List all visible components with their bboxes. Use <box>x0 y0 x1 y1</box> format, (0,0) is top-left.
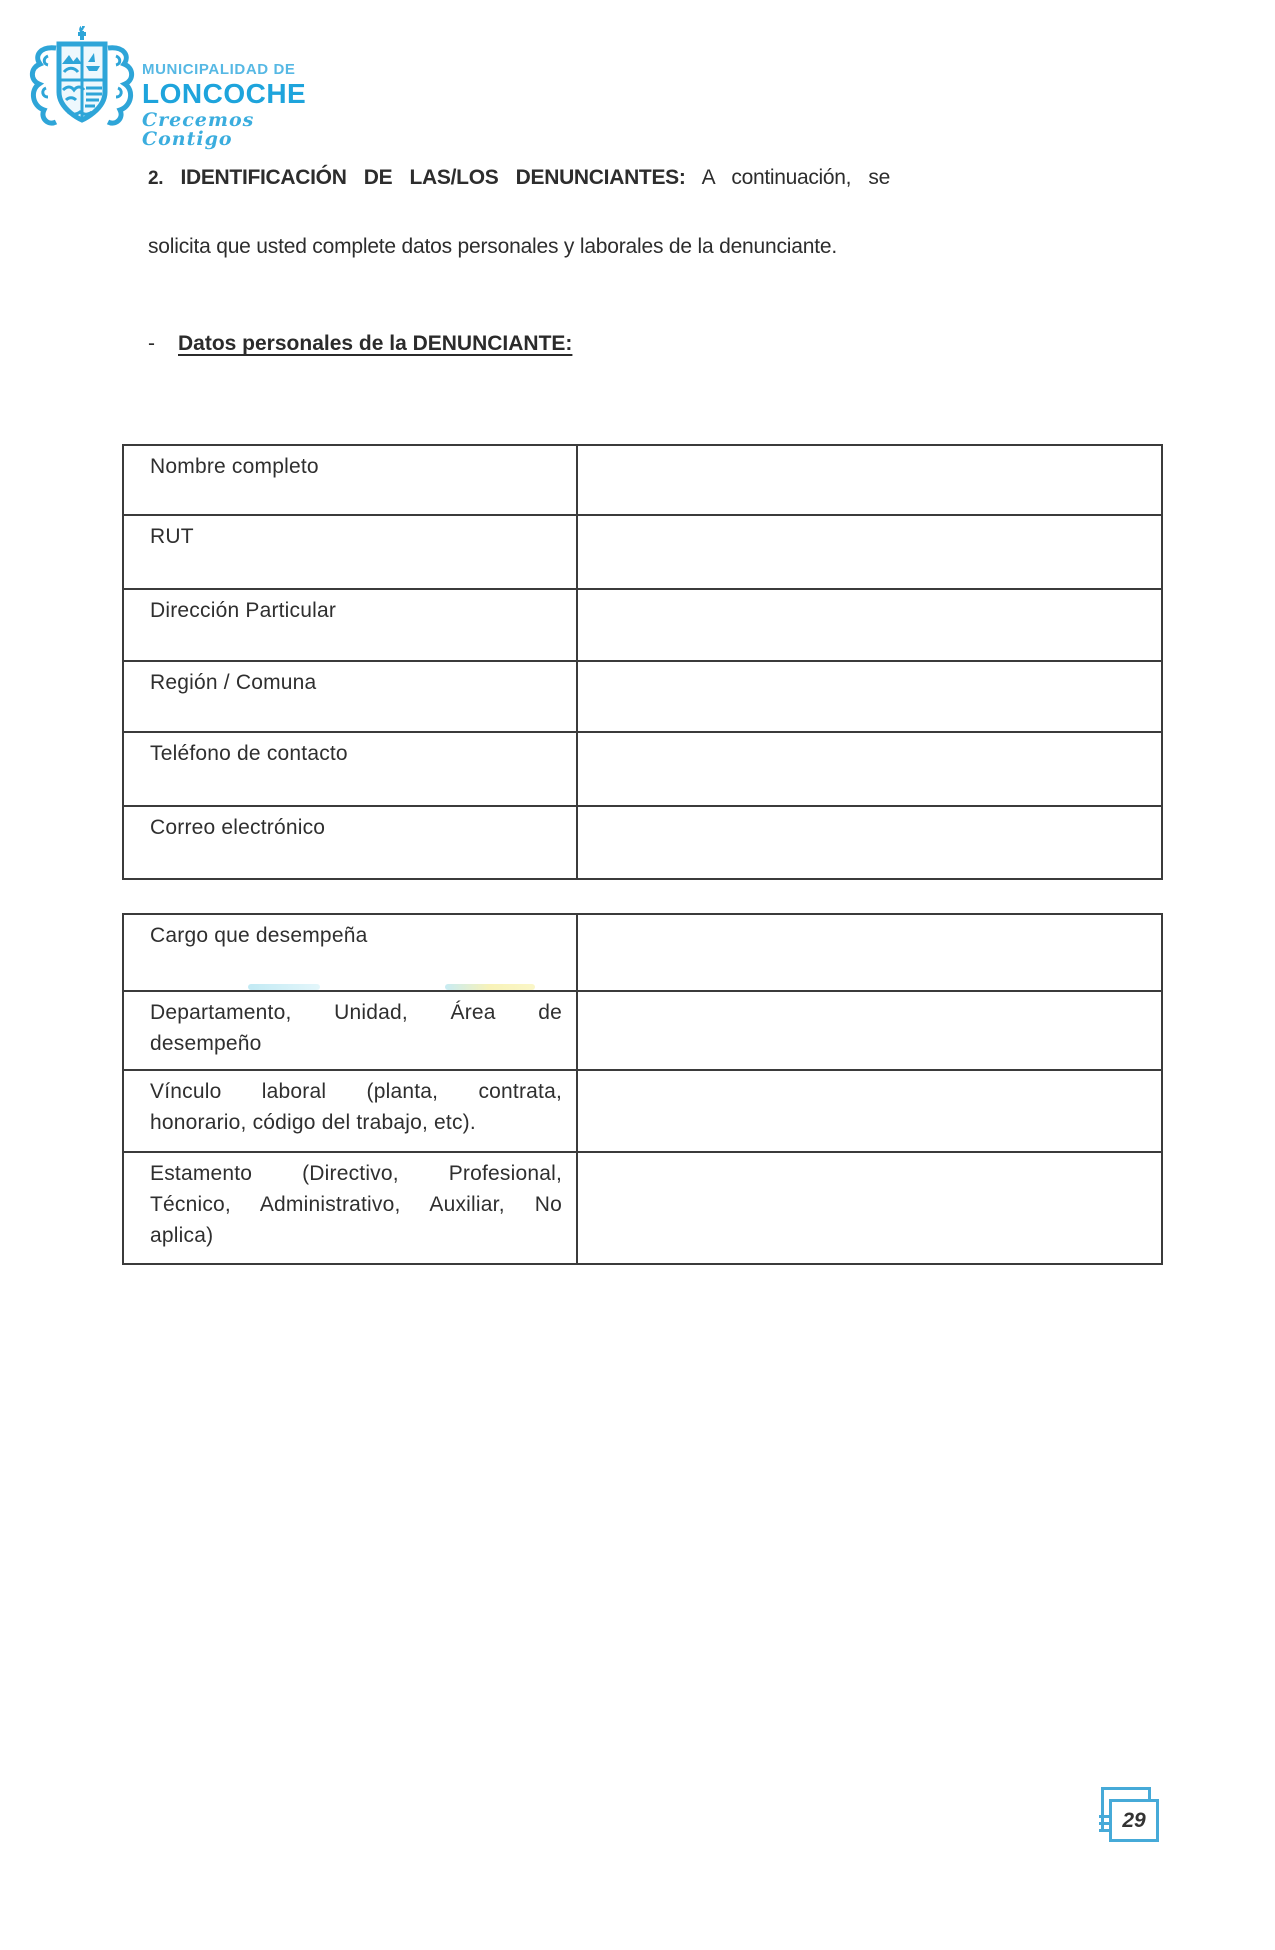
logo-org-line2: LONCOCHE <box>142 78 307 109</box>
section-intro-continued: solicita que usted complete datos personales y laborales de la denunciante. <box>148 235 837 258</box>
field-value-cell <box>578 516 1161 588</box>
table-row <box>124 915 1161 992</box>
field-value-cell <box>578 915 1161 990</box>
field-value-cell <box>578 590 1161 660</box>
table-row <box>124 992 1161 1071</box>
subsection-heading <box>148 332 572 356</box>
municipal-crest-icon <box>26 26 138 132</box>
table-row <box>124 662 1161 733</box>
field-label: Correo electrónico <box>124 807 578 878</box>
field-value-cell <box>578 807 1161 878</box>
table-row <box>124 590 1161 662</box>
subsection-label: Datos personales de la DENUNCIANTE: <box>178 332 573 355</box>
field-value-cell <box>578 1071 1161 1151</box>
table-row <box>124 733 1161 807</box>
logo-tagline: Crecemos Contigo <box>142 109 255 150</box>
field-label-line: aplica) <box>150 1224 214 1247</box>
field-label-line: Cargo que desempeña <box>150 924 368 947</box>
section-heading-line1 <box>148 166 890 190</box>
section-heading <box>148 166 890 259</box>
field-label-line: desempeño <box>150 1032 262 1055</box>
table-row <box>124 1071 1161 1153</box>
section-title: IDENTIFICACIÓN DE LAS/LOS DENUNCIANTES: <box>180 166 686 189</box>
field-value-cell <box>578 446 1161 514</box>
section-intro-start: A continuación, se <box>701 166 890 189</box>
field-label-line: Estamento (Directivo, Profesional, <box>150 1162 562 1185</box>
field-value-cell <box>578 1153 1161 1263</box>
field-label-line: Técnico, Administrativo, Auxiliar, No <box>150 1193 562 1216</box>
page-number-badge <box>1099 1787 1161 1845</box>
field-label: Dirección Particular <box>124 590 578 660</box>
table-row <box>124 446 1161 516</box>
logo-org-line1: MUNICIPALIDAD DE <box>142 61 296 78</box>
field-label <box>124 1071 578 1151</box>
field-label <box>124 1153 578 1263</box>
work-data-table <box>122 913 1163 1265</box>
field-label <box>124 915 578 990</box>
field-label-line: Departamento, Unidad, Área de <box>150 1001 562 1024</box>
page-number: 29 <box>1122 1808 1146 1832</box>
field-label: RUT <box>124 516 578 588</box>
field-value-cell <box>578 733 1161 805</box>
table-row <box>124 516 1161 590</box>
field-value-cell <box>578 992 1161 1069</box>
field-label: Región / Comuna <box>124 662 578 731</box>
field-label <box>124 992 578 1069</box>
field-label: Nombre completo <box>124 446 578 514</box>
personal-data-table <box>122 444 1163 880</box>
table-row <box>124 1153 1161 1263</box>
section-number: 2. <box>148 168 164 189</box>
municipality-logo <box>14 14 314 150</box>
field-label: Teléfono de contacto <box>124 733 578 805</box>
table-row <box>124 807 1161 878</box>
logo-text <box>142 62 314 149</box>
field-label-line: honorario, código del trabajo, etc). <box>150 1111 476 1134</box>
page-icon-front-sheet <box>1109 1799 1159 1842</box>
field-value-cell <box>578 662 1161 731</box>
bullet-dash: - <box>148 332 155 355</box>
field-label-line: Vínculo laboral (planta, contrata, <box>150 1080 562 1103</box>
